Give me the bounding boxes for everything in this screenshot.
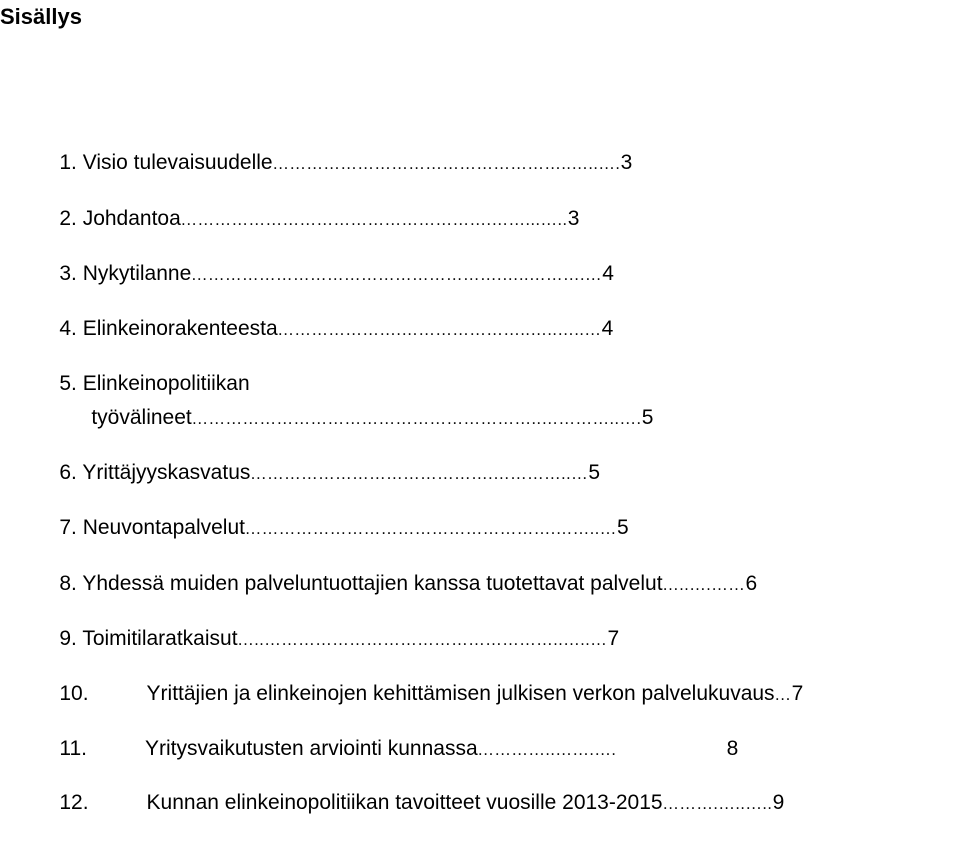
page-title: Sisällys <box>0 4 82 29</box>
toc-entry-title: Yrittäjyyskasvatus <box>82 461 251 484</box>
toc-leader-dots: ……………………………………………….…..……….… <box>191 267 603 284</box>
toc-entry-title: Yritysvaikutusten arviointi kunnassa <box>144 737 478 760</box>
toc-entry-page: 9 <box>772 791 785 814</box>
toc-entry-12[interactable] <box>36 767 784 841</box>
toc-leader-dots: ……….…..….. <box>662 796 773 813</box>
toc-entry-page: 3 <box>567 207 580 230</box>
toc-entry-page: 6 <box>745 572 758 595</box>
toc-entry-number: 12. <box>59 791 89 814</box>
toc-entry-number: 11. <box>59 737 87 760</box>
toc-leader-dots: ……………………………………………….……..… <box>244 521 617 538</box>
toc-leader-dots: ……………………………………………….……...….. <box>180 212 568 229</box>
toc-entry-page: 8 <box>726 737 739 760</box>
toc-entry-number: 9. <box>59 627 77 650</box>
toc-leader-dots: ……………………………………………..…..…. <box>272 156 621 173</box>
toc-entry-number: 3. <box>59 262 77 285</box>
toc-entry-number: 2. <box>59 207 77 230</box>
toc-leader-dots: ………………….…………………..…..…..… <box>277 322 602 339</box>
toc-entry-title: Visio tulevaisuudelle <box>82 151 273 174</box>
toc-entry-number: 6. <box>59 461 77 484</box>
toc-entry-page: 7 <box>607 627 620 650</box>
toc-entry-number: 8. <box>59 572 77 595</box>
toc-entry-page: 5 <box>588 461 601 484</box>
toc-entry-number: 5. <box>59 372 77 395</box>
toc-entry-title-continuation: työvälineet <box>91 406 192 429</box>
toc-leader-dots: ……………………………………………………..…………..…. <box>191 411 642 428</box>
toc-entry-number: 1. <box>59 151 77 174</box>
toc-entry-title: Neuvontapalvelut <box>82 516 245 539</box>
toc-entry-page: 4 <box>602 262 614 285</box>
toc-entry-number: 10. <box>59 682 89 705</box>
toc-leader-dots: …………………………………….…………..… <box>250 466 589 483</box>
toc-entry-page: 5 <box>641 406 654 429</box>
toc-leader-dots: …..….…… <box>662 577 746 594</box>
toc-entry-page: 7 <box>791 682 804 705</box>
toc-entry-title: Yhdessä muiden palveluntuottajien kanssa tuotettavat palvelut <box>82 572 663 595</box>
toc-entry-title: Elinkeinopolitiikan <box>82 372 250 395</box>
toc-entry-page: 3 <box>620 151 633 174</box>
toc-entry-title: Johdantoa <box>82 207 181 230</box>
toc-entry-page: 5 <box>616 516 629 539</box>
toc-entry-title: Nykytilanne <box>82 262 192 285</box>
toc-entry-title: Yrittäjien ja elinkeinojen kehittämisen julkisen verkon palvelukuvaus <box>146 682 775 705</box>
toc-entry-title: Toimitilaratkaisut <box>82 627 238 650</box>
toc-entry-title: Elinkeinorakenteesta <box>82 317 278 340</box>
toc-leader-dots: …………..…….…. <box>477 742 617 759</box>
toc-entry-page: 4 <box>601 317 614 340</box>
toc-entry-title: Kunnan elinkeinopolitiikan tavoitteet vuosille 2013-2015 <box>146 791 663 814</box>
toc-entry-number: 4. <box>59 317 77 340</box>
toc-entry-number: 7. <box>59 516 77 539</box>
toc-leader-dots: …..……………………………………………..…..… <box>237 632 608 649</box>
toc-leader-dots: … <box>774 687 792 704</box>
